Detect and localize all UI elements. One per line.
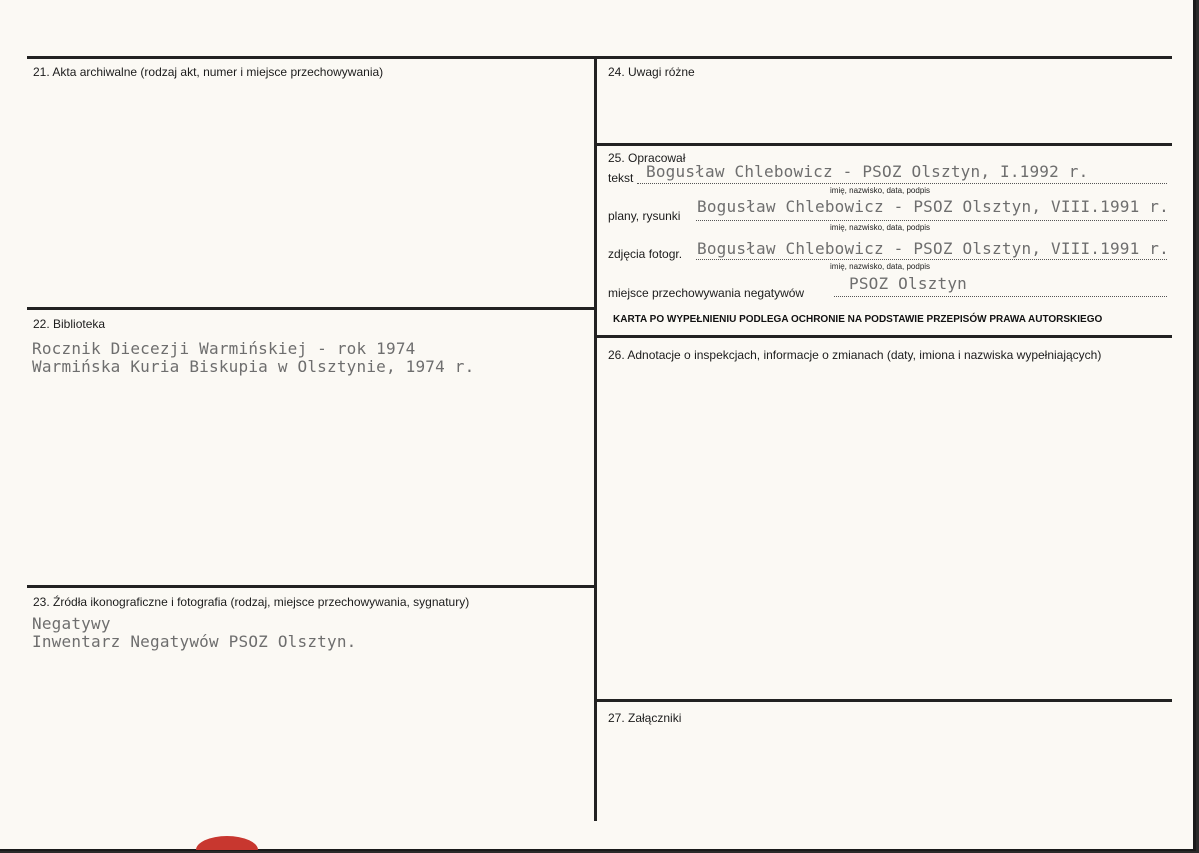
negatywy-value: PSOZ Olsztyn	[849, 274, 967, 293]
zdjecia-value: Bogusław Chlebowicz - PSOZ Olsztyn, VIII.1991 r.	[697, 239, 1169, 258]
section-25-label: 25. Opracował	[608, 151, 686, 165]
section-24-label: 24. Uwagi różne	[608, 65, 695, 79]
negatywy-dotted-line	[834, 296, 1167, 297]
section-23-label: 23. Źródła ikonograficzne i fotografia (rodzaj, miejsce przechowywania, sygnatury)	[33, 595, 470, 609]
section-21-label: 21. Akta archiwalne (rodzaj akt, numer i miejsce przechowywania)	[33, 65, 384, 79]
top-rule	[27, 56, 1172, 59]
plany-value: Bogusław Chlebowicz - PSOZ Olsztyn, VIII.1991 r.	[697, 197, 1169, 216]
red-seal-mark	[196, 836, 258, 850]
section-26-label: 26. Adnotacje o inspekcjach, informacje o zmianach (daty, imiona i nazwiska wypełniających)	[608, 348, 1102, 362]
section-22-line-2: Warmińska Kuria Biskupia w Olsztynie, 1974 r.	[32, 357, 475, 376]
rule-26-27	[596, 699, 1172, 702]
tekst-label: tekst	[608, 171, 634, 185]
plany-hint: imię, nazwisko, data, podpis	[830, 223, 931, 232]
copyright-notice: KARTA PO WYPEŁNIENIU PODLEGA OCHRONIE NA PODSTAWIE PRZEPISÓW PRAWA AUTORSKIEGO	[613, 314, 1103, 325]
plany-label: plany, rysunki	[608, 209, 681, 223]
zdjecia-hint: imię, nazwisko, data, podpis	[830, 262, 931, 271]
rule-25-26	[596, 335, 1172, 338]
rule-22-23	[27, 585, 595, 588]
rule-21-22	[27, 307, 595, 310]
zdjecia-dotted-line	[696, 259, 1167, 260]
section-23-line-1: Negatywy	[32, 614, 111, 633]
section-27-label: 27. Załączniki	[608, 711, 682, 725]
plany-dotted-line	[696, 220, 1167, 221]
center-divider	[594, 56, 597, 821]
rule-24-25	[596, 143, 1172, 146]
tekst-hint: imię, nazwisko, data, podpis	[830, 186, 931, 195]
section-22-label: 22. Biblioteka	[33, 317, 106, 331]
tekst-dotted-line	[637, 183, 1167, 184]
tekst-value: Bogusław Chlebowicz - PSOZ Olsztyn, I.1992 r.	[646, 162, 1089, 181]
zdjecia-label: zdjęcia fotogr.	[608, 247, 683, 261]
section-22-line-1: Rocznik Diecezji Warmińskiej - rok 1974	[32, 339, 416, 358]
negatywy-label: miejsce przechowywania negatywów	[608, 286, 805, 300]
section-23-line-2: Inwentarz Negatywów PSOZ Olsztyn.	[32, 632, 357, 651]
